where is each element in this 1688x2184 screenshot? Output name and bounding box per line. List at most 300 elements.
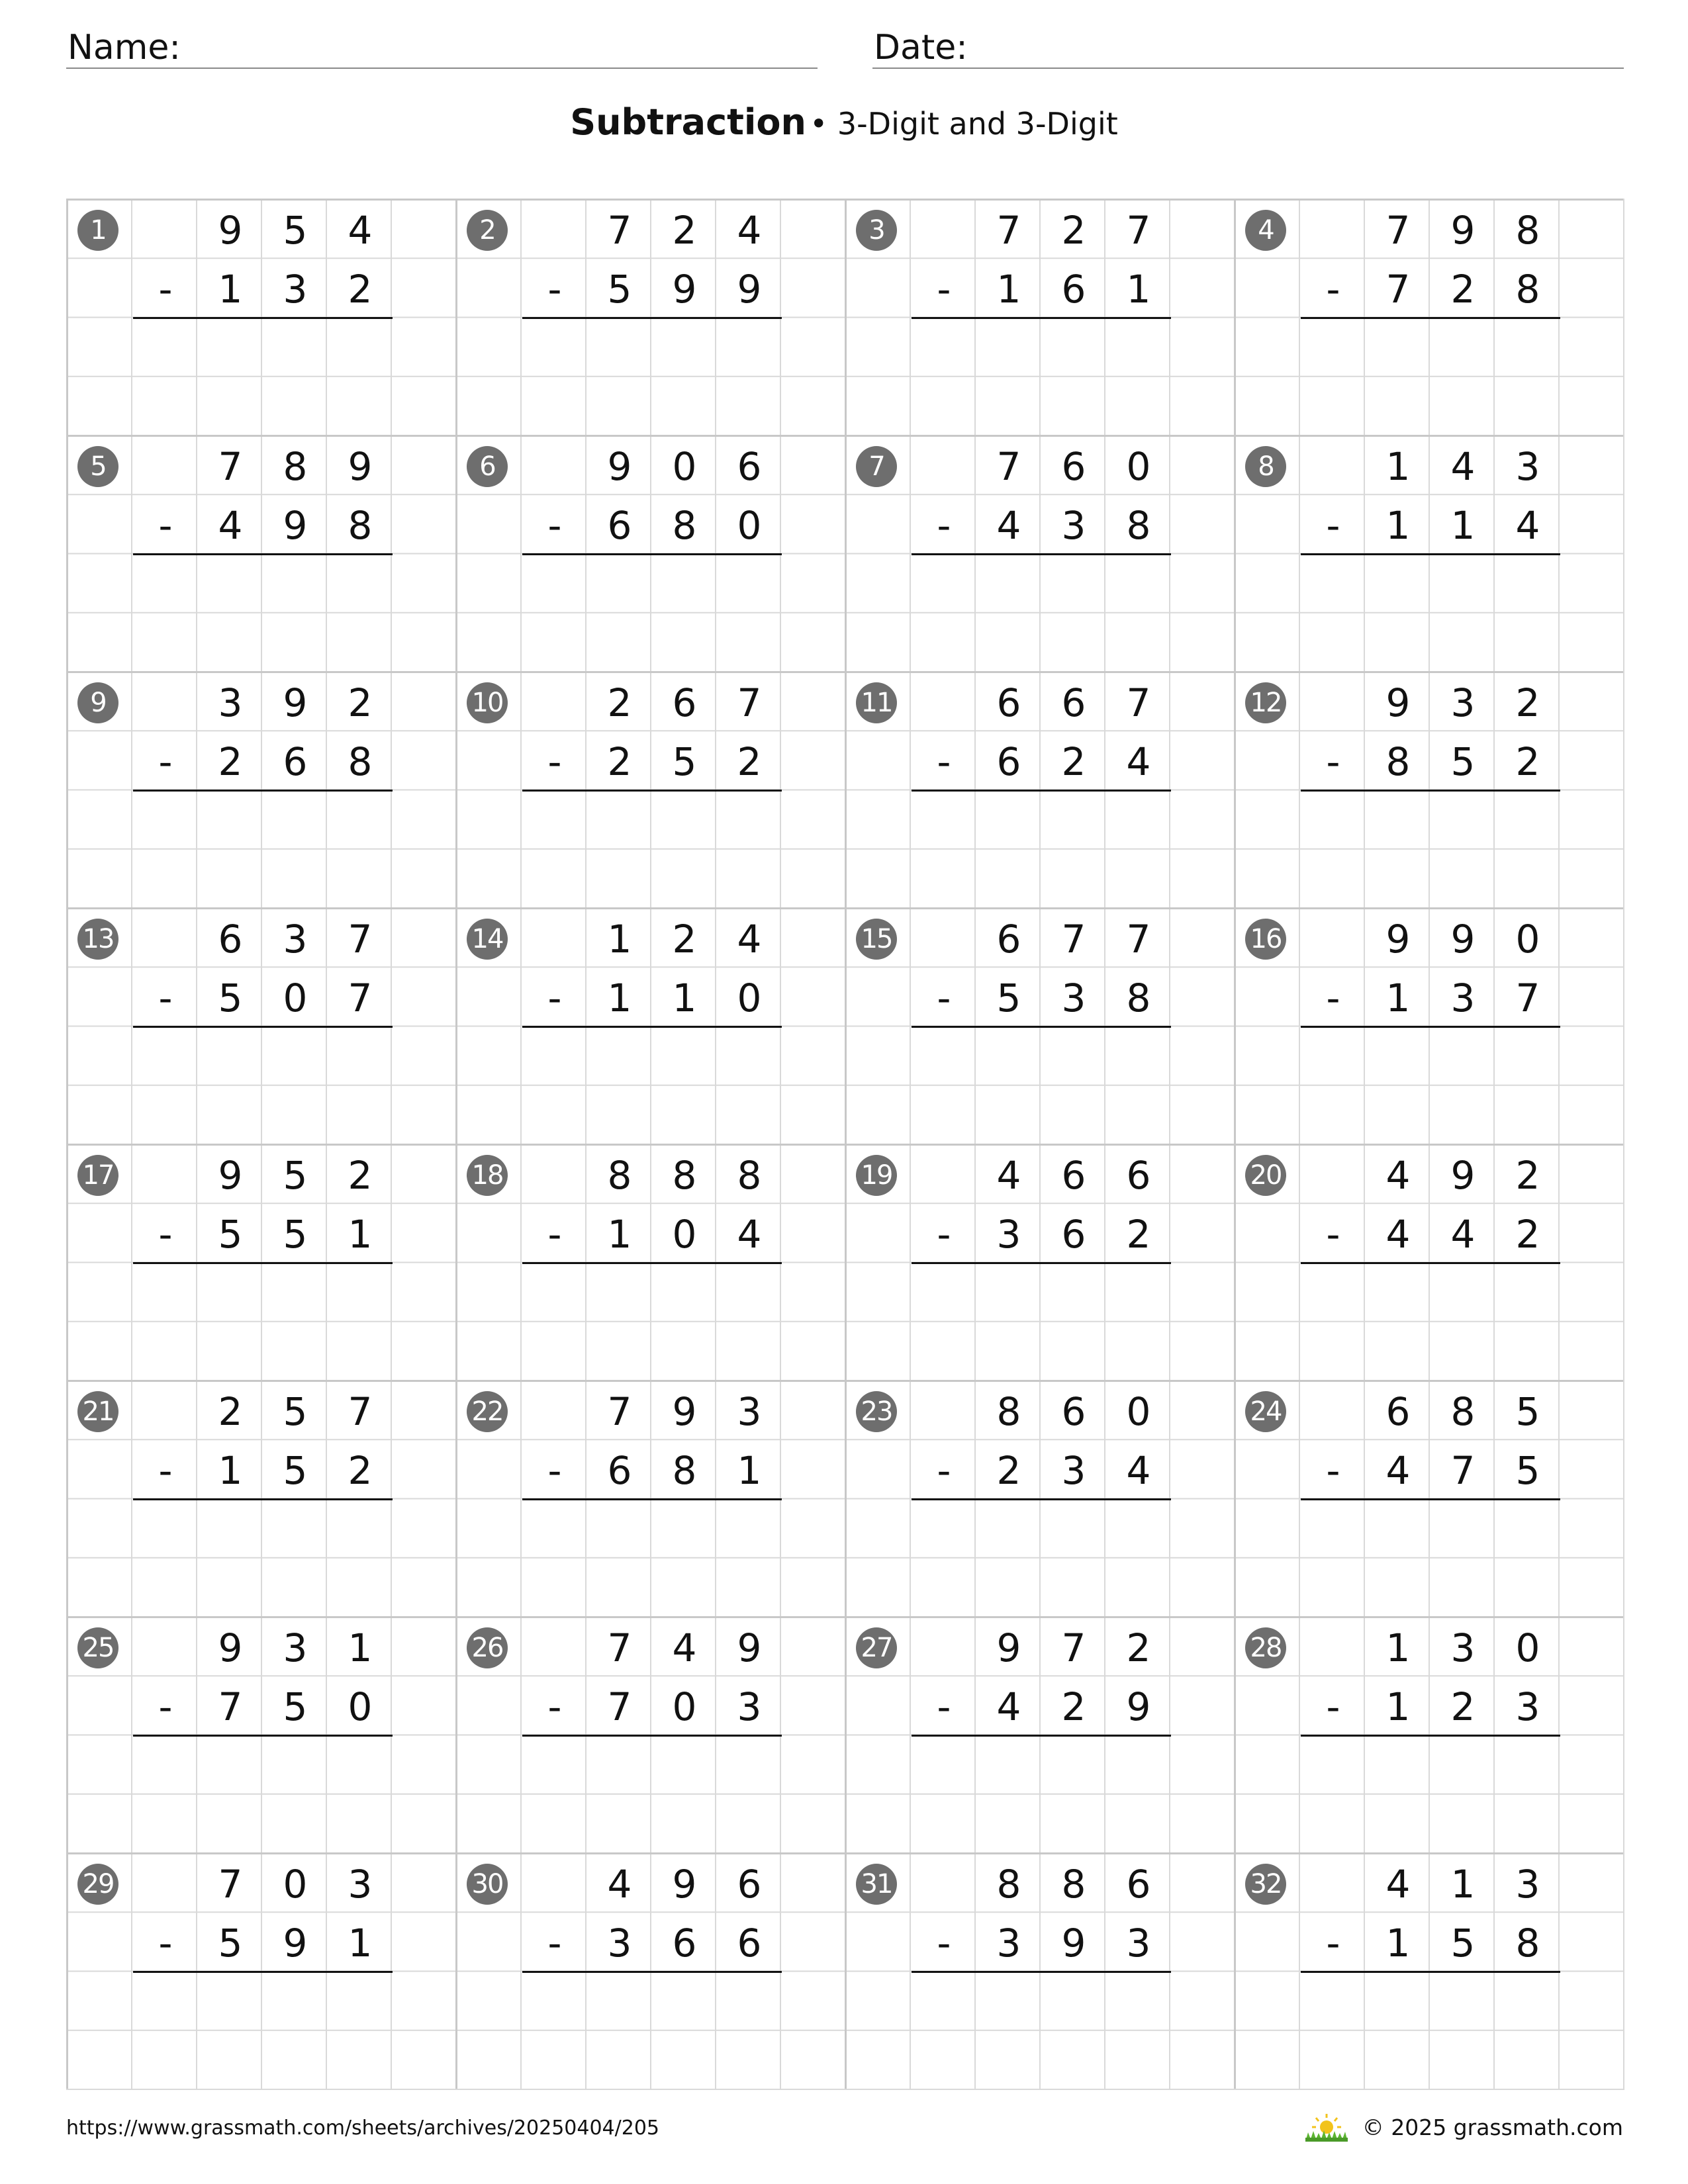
minus-sign: - bbox=[1326, 1684, 1340, 1729]
minuend-digit: 1 bbox=[1385, 1625, 1411, 1670]
minuend-digit: 9 bbox=[1450, 917, 1476, 962]
problem-block bbox=[66, 435, 455, 671]
subtrahend-digit: 4 bbox=[1126, 1448, 1151, 1493]
answer-line bbox=[133, 1026, 393, 1028]
subtrahend-digit: 1 bbox=[1450, 503, 1476, 548]
subtrahend-digit: 5 bbox=[218, 1212, 243, 1257]
minus-sign: - bbox=[547, 1684, 562, 1729]
problem-block bbox=[66, 671, 455, 907]
minuend-digit: 7 bbox=[348, 1389, 373, 1434]
answer-line bbox=[133, 1498, 393, 1500]
minus-sign: - bbox=[937, 976, 951, 1021]
date-label: Date: bbox=[874, 28, 968, 68]
minuend-digit: 4 bbox=[737, 208, 762, 253]
subtrahend-digit: 3 bbox=[283, 267, 308, 312]
subtrahend-digit: 7 bbox=[1515, 976, 1540, 1021]
answer-line bbox=[133, 1971, 393, 1973]
problem-grid bbox=[66, 199, 1624, 2090]
problem-number-badge: 25 bbox=[77, 1627, 118, 1668]
subtrahend-digit: 4 bbox=[996, 1684, 1021, 1729]
problem-number-badge: 2 bbox=[467, 210, 508, 251]
subtrahend-digit: 5 bbox=[283, 1212, 308, 1257]
subtrahend-digit: 1 bbox=[1385, 1921, 1411, 1966]
minuend-digit: 7 bbox=[737, 680, 762, 725]
subtrahend-digit: 5 bbox=[218, 976, 243, 1021]
subtrahend-digit: 5 bbox=[1450, 739, 1476, 784]
minuend-digit: 0 bbox=[1515, 1625, 1540, 1670]
problem-block bbox=[66, 907, 455, 1144]
subtrahend-digit: 9 bbox=[737, 267, 762, 312]
subtrahend-digit: 9 bbox=[283, 503, 308, 548]
minus-sign: - bbox=[547, 976, 562, 1021]
answer-line bbox=[133, 1262, 393, 1264]
problem-block bbox=[455, 907, 845, 1144]
subtrahend-digit: 0 bbox=[283, 976, 308, 1021]
minuend-digit: 8 bbox=[737, 1153, 762, 1198]
minuend-digit: 8 bbox=[283, 444, 308, 489]
answer-area[interactable] bbox=[912, 1028, 1171, 1141]
answer-line bbox=[1301, 1498, 1560, 1500]
answer-area[interactable] bbox=[912, 1737, 1171, 1850]
problem-block bbox=[66, 1144, 455, 1380]
minuend-digit: 4 bbox=[672, 1625, 697, 1670]
answer-area[interactable] bbox=[912, 1974, 1171, 2086]
subtrahend-digit: 0 bbox=[737, 503, 762, 548]
subtrahend-digit: 2 bbox=[348, 1448, 373, 1493]
subtrahend-digit: 8 bbox=[672, 1448, 697, 1493]
answer-line bbox=[522, 553, 782, 555]
subtrahend-digit: 2 bbox=[1450, 1684, 1476, 1729]
minus-sign: - bbox=[158, 503, 173, 548]
minus-sign: - bbox=[937, 1921, 951, 1966]
answer-line bbox=[912, 317, 1171, 319]
minuend-digit: 6 bbox=[1126, 1153, 1151, 1198]
problem-block bbox=[1234, 435, 1623, 671]
minuend-digit: 9 bbox=[283, 680, 308, 725]
subtrahend-digit: 8 bbox=[1515, 267, 1540, 312]
problem-block bbox=[1234, 907, 1623, 1144]
minuend-digit: 6 bbox=[672, 680, 697, 725]
subtrahend-digit: 3 bbox=[1061, 1448, 1086, 1493]
minuend-digit: 6 bbox=[737, 444, 762, 489]
subtrahend-digit: 5 bbox=[218, 1921, 243, 1966]
minuend-digit: 9 bbox=[218, 208, 243, 253]
minuend-digit: 2 bbox=[672, 917, 697, 962]
subtrahend-digit: 2 bbox=[1515, 1212, 1540, 1257]
subtrahend-digit: 9 bbox=[283, 1921, 308, 1966]
subtrahend-digit: 9 bbox=[1061, 1921, 1086, 1966]
problem-block bbox=[845, 1144, 1234, 1380]
minuend-digit: 3 bbox=[1450, 1625, 1476, 1670]
minus-sign: - bbox=[937, 503, 951, 548]
title-main: Subtraction bbox=[570, 101, 806, 143]
footer-url: https://www.grassmath.com/sheets/archives/20250404/205 bbox=[66, 2116, 660, 2140]
minuend-digit: 2 bbox=[1061, 208, 1086, 253]
problem-block bbox=[1234, 199, 1623, 435]
subtrahend-digit: 4 bbox=[1450, 1212, 1476, 1257]
minus-sign: - bbox=[547, 1448, 562, 1493]
minus-sign: - bbox=[158, 267, 173, 312]
minuend-digit: 9 bbox=[607, 444, 632, 489]
subtrahend-digit: 8 bbox=[348, 739, 373, 784]
subtrahend-digit: 2 bbox=[1061, 1684, 1086, 1729]
subtrahend-digit: 2 bbox=[996, 1448, 1021, 1493]
minuend-digit: 8 bbox=[1515, 208, 1540, 253]
subtrahend-digit: 7 bbox=[218, 1684, 243, 1729]
subtrahend-digit: 3 bbox=[1515, 1684, 1540, 1729]
answer-area[interactable] bbox=[912, 1501, 1171, 1614]
problem-block bbox=[455, 1144, 845, 1380]
answer-area[interactable] bbox=[1301, 320, 1560, 432]
problem-number-badge: 17 bbox=[77, 1155, 118, 1196]
answer-line bbox=[1301, 1262, 1560, 1264]
subtrahend-digit: 1 bbox=[1385, 503, 1411, 548]
subtrahend-digit: 1 bbox=[996, 267, 1021, 312]
problem-number-badge: 4 bbox=[1245, 210, 1286, 251]
minuend-digit: 2 bbox=[348, 680, 373, 725]
minuend-digit: 5 bbox=[283, 1389, 308, 1434]
minuend-digit: 6 bbox=[996, 680, 1021, 725]
subtrahend-digit: 0 bbox=[737, 976, 762, 1021]
answer-line bbox=[912, 1026, 1171, 1028]
problem-block bbox=[455, 671, 845, 907]
answer-area[interactable] bbox=[522, 1737, 782, 1850]
answer-area[interactable] bbox=[1301, 556, 1560, 668]
subtrahend-digit: 7 bbox=[1385, 267, 1411, 312]
subtrahend-digit: 4 bbox=[1126, 739, 1151, 784]
problem-number-badge: 22 bbox=[467, 1391, 508, 1432]
minuend-digit: 7 bbox=[1061, 1625, 1086, 1670]
answer-area[interactable] bbox=[522, 792, 782, 905]
answer-area[interactable] bbox=[1301, 1501, 1560, 1614]
subtrahend-digit: 2 bbox=[1061, 739, 1086, 784]
answer-area[interactable] bbox=[522, 1974, 782, 2086]
minuend-digit: 8 bbox=[672, 1153, 697, 1198]
problem-number-badge: 10 bbox=[467, 682, 508, 723]
problem-block bbox=[455, 435, 845, 671]
subtrahend-digit: 6 bbox=[672, 1921, 697, 1966]
subtrahend-digit: 8 bbox=[1126, 503, 1151, 548]
problem-number-badge: 1 bbox=[77, 210, 118, 251]
subtrahend-digit: 3 bbox=[996, 1212, 1021, 1257]
problem-number-badge: 26 bbox=[467, 1627, 508, 1668]
subtrahend-digit: 9 bbox=[1126, 1684, 1151, 1729]
subtrahend-digit: 4 bbox=[996, 503, 1021, 548]
minus-sign: - bbox=[547, 739, 562, 784]
subtrahend-digit: 6 bbox=[607, 503, 632, 548]
subtrahend-digit: 6 bbox=[1061, 267, 1086, 312]
minuend-digit: 6 bbox=[1061, 1389, 1086, 1434]
minuend-digit: 6 bbox=[737, 1862, 762, 1907]
minuend-digit: 3 bbox=[1515, 444, 1540, 489]
minuend-digit: 2 bbox=[607, 680, 632, 725]
answer-line bbox=[912, 790, 1171, 792]
subtrahend-digit: 1 bbox=[737, 1448, 762, 1493]
answer-area[interactable] bbox=[912, 556, 1171, 668]
problem-number-badge: 7 bbox=[856, 446, 897, 487]
minuend-digit: 9 bbox=[1385, 680, 1411, 725]
minus-sign: - bbox=[1326, 503, 1340, 548]
subtrahend-digit: 6 bbox=[1061, 1212, 1086, 1257]
problem-number-badge: 11 bbox=[856, 682, 897, 723]
minus-sign: - bbox=[1326, 1212, 1340, 1257]
subtrahend-digit: 4 bbox=[1515, 503, 1540, 548]
minuend-digit: 7 bbox=[607, 1625, 632, 1670]
minuend-digit: 7 bbox=[996, 208, 1021, 253]
minuend-digit: 9 bbox=[737, 1625, 762, 1670]
problem-block bbox=[66, 1852, 455, 2089]
minuend-digit: 9 bbox=[348, 444, 373, 489]
answer-area[interactable] bbox=[1301, 1265, 1560, 1377]
subtrahend-digit: 7 bbox=[348, 976, 373, 1021]
subtrahend-digit: 3 bbox=[1061, 976, 1086, 1021]
answer-area[interactable] bbox=[133, 1737, 393, 1850]
problem-number-badge: 14 bbox=[467, 919, 508, 960]
minuend-digit: 3 bbox=[218, 680, 243, 725]
title-subtitle: • 3-Digit and 3-Digit bbox=[810, 106, 1118, 142]
minuend-digit: 6 bbox=[218, 917, 243, 962]
minus-sign: - bbox=[158, 739, 173, 784]
subtrahend-digit: 3 bbox=[996, 1921, 1021, 1966]
minuend-digit: 9 bbox=[996, 1625, 1021, 1670]
problem-block bbox=[66, 199, 455, 435]
subtrahend-digit: 7 bbox=[1450, 1448, 1476, 1493]
answer-line bbox=[912, 1971, 1171, 1973]
minus-sign: - bbox=[158, 1212, 173, 1257]
answer-area[interactable] bbox=[912, 1265, 1171, 1377]
problem-number-badge: 27 bbox=[856, 1627, 897, 1668]
answer-area[interactable] bbox=[912, 792, 1171, 905]
answer-area[interactable] bbox=[522, 1028, 782, 1141]
answer-area[interactable] bbox=[1301, 1974, 1560, 2086]
minuend-digit: 7 bbox=[218, 1862, 243, 1907]
minus-sign: - bbox=[158, 1448, 173, 1493]
answer-line bbox=[522, 317, 782, 319]
problem-number-badge: 21 bbox=[77, 1391, 118, 1432]
answer-area[interactable] bbox=[522, 1501, 782, 1614]
minuend-digit: 0 bbox=[283, 1862, 308, 1907]
problem-number-badge: 19 bbox=[856, 1155, 897, 1196]
subtrahend-digit: 6 bbox=[607, 1448, 632, 1493]
subtrahend-digit: 3 bbox=[1061, 503, 1086, 548]
minuend-digit: 4 bbox=[996, 1153, 1021, 1198]
problem-block bbox=[845, 435, 1234, 671]
answer-line bbox=[133, 790, 393, 792]
answer-area[interactable] bbox=[133, 320, 393, 432]
name-label: Name: bbox=[68, 28, 181, 68]
minuend-digit: 5 bbox=[283, 1153, 308, 1198]
minuend-digit: 6 bbox=[1061, 680, 1086, 725]
subtrahend-digit: 7 bbox=[607, 1684, 632, 1729]
problem-number-badge: 6 bbox=[467, 446, 508, 487]
minuend-digit: 3 bbox=[737, 1389, 762, 1434]
problem-number-badge: 9 bbox=[77, 682, 118, 723]
minus-sign: - bbox=[937, 1448, 951, 1493]
footer-brand bbox=[1303, 2113, 1623, 2142]
minuend-digit: 2 bbox=[1515, 1153, 1540, 1198]
subtrahend-digit: 9 bbox=[672, 267, 697, 312]
problem-number-badge: 16 bbox=[1245, 919, 1286, 960]
answer-area[interactable] bbox=[133, 1265, 393, 1377]
subtrahend-digit: 6 bbox=[737, 1921, 762, 1966]
subtrahend-digit: 2 bbox=[607, 739, 632, 784]
minus-sign: - bbox=[937, 1684, 951, 1729]
minuend-digit: 3 bbox=[348, 1862, 373, 1907]
problem-number-badge: 3 bbox=[856, 210, 897, 251]
subtrahend-digit: 1 bbox=[1385, 976, 1411, 1021]
minuend-digit: 2 bbox=[348, 1153, 373, 1198]
problem-block bbox=[845, 1380, 1234, 1616]
minuend-digit: 8 bbox=[1061, 1862, 1086, 1907]
subtrahend-digit: 0 bbox=[348, 1684, 373, 1729]
subtrahend-digit: 8 bbox=[348, 503, 373, 548]
minuend-digit: 2 bbox=[672, 208, 697, 253]
answer-area[interactable] bbox=[133, 1501, 393, 1614]
answer-area[interactable] bbox=[133, 1028, 393, 1141]
answer-area[interactable] bbox=[522, 1265, 782, 1377]
answer-line bbox=[522, 1971, 782, 1973]
subtrahend-digit: 1 bbox=[1126, 267, 1151, 312]
answer-area[interactable] bbox=[133, 792, 393, 905]
problem-block bbox=[845, 671, 1234, 907]
minuend-digit: 7 bbox=[607, 208, 632, 253]
answer-area[interactable] bbox=[1301, 792, 1560, 905]
problem-number-badge: 8 bbox=[1245, 446, 1286, 487]
name-field[interactable] bbox=[66, 25, 818, 69]
minuend-digit: 6 bbox=[1061, 444, 1086, 489]
problem-number-badge: 28 bbox=[1245, 1627, 1286, 1668]
subtrahend-digit: 1 bbox=[672, 976, 697, 1021]
footer-copyright: © 2025 grassmath.com bbox=[1362, 2114, 1623, 2140]
subtrahend-digit: 1 bbox=[348, 1921, 373, 1966]
minus-sign: - bbox=[547, 1212, 562, 1257]
subtrahend-digit: 2 bbox=[1126, 1212, 1151, 1257]
problem-block bbox=[1234, 1616, 1623, 1852]
minus-sign: - bbox=[1326, 976, 1340, 1021]
minus-sign: - bbox=[547, 1921, 562, 1966]
minuend-digit: 7 bbox=[1061, 917, 1086, 962]
answer-area[interactable] bbox=[912, 320, 1171, 432]
answer-line bbox=[1301, 1971, 1560, 1973]
minuend-digit: 0 bbox=[672, 444, 697, 489]
minuend-digit: 8 bbox=[1450, 1389, 1476, 1434]
subtrahend-digit: 2 bbox=[348, 267, 373, 312]
answer-area[interactable] bbox=[1301, 1737, 1560, 1850]
minuend-digit: 2 bbox=[1126, 1625, 1151, 1670]
minuend-digit: 9 bbox=[1450, 1153, 1476, 1198]
minuend-digit: 7 bbox=[218, 444, 243, 489]
minus-sign: - bbox=[937, 267, 951, 312]
problem-number-badge: 23 bbox=[856, 1391, 897, 1432]
minus-sign: - bbox=[158, 976, 173, 1021]
minuend-digit: 7 bbox=[1126, 680, 1151, 725]
problem-block bbox=[66, 1616, 455, 1852]
answer-area[interactable] bbox=[133, 1974, 393, 2086]
answer-area[interactable] bbox=[1301, 1028, 1560, 1141]
minuend-digit: 8 bbox=[607, 1153, 632, 1198]
answer-line bbox=[522, 1735, 782, 1737]
minuend-digit: 0 bbox=[1126, 444, 1151, 489]
minuend-digit: 2 bbox=[1515, 680, 1540, 725]
subtrahend-digit: 5 bbox=[672, 739, 697, 784]
subtrahend-digit: 8 bbox=[1515, 1921, 1540, 1966]
subtrahend-digit: 6 bbox=[283, 739, 308, 784]
answer-line bbox=[912, 1262, 1171, 1264]
minus-sign: - bbox=[158, 1684, 173, 1729]
minuend-digit: 3 bbox=[1515, 1862, 1540, 1907]
minuend-digit: 9 bbox=[1385, 917, 1411, 962]
answer-line bbox=[912, 1735, 1171, 1737]
answer-line bbox=[133, 317, 393, 319]
subtrahend-digit: 2 bbox=[1450, 267, 1476, 312]
answer-area[interactable] bbox=[133, 556, 393, 668]
problem-block bbox=[455, 1852, 845, 2089]
minuend-digit: 7 bbox=[348, 917, 373, 962]
problem-block bbox=[455, 1380, 845, 1616]
problem-number-badge: 12 bbox=[1245, 682, 1286, 723]
subtrahend-digit: 5 bbox=[607, 267, 632, 312]
answer-area[interactable] bbox=[522, 320, 782, 432]
subtrahend-digit: 4 bbox=[1385, 1212, 1411, 1257]
problem-block bbox=[1234, 1144, 1623, 1380]
answer-line bbox=[1301, 790, 1560, 792]
minuend-digit: 6 bbox=[1061, 1153, 1086, 1198]
answer-line bbox=[912, 553, 1171, 555]
minuend-digit: 7 bbox=[1385, 208, 1411, 253]
subtrahend-digit: 5 bbox=[283, 1684, 308, 1729]
subtrahend-digit: 0 bbox=[672, 1684, 697, 1729]
minuend-digit: 9 bbox=[1450, 208, 1476, 253]
minuend-digit: 9 bbox=[672, 1862, 697, 1907]
subtrahend-digit: 3 bbox=[607, 1921, 632, 1966]
problem-block bbox=[1234, 1852, 1623, 2089]
problem-block bbox=[455, 199, 845, 435]
problem-number-badge: 24 bbox=[1245, 1391, 1286, 1432]
subtrahend-digit: 1 bbox=[1385, 1684, 1411, 1729]
minuend-digit: 4 bbox=[737, 917, 762, 962]
minuend-digit: 4 bbox=[1450, 444, 1476, 489]
subtrahend-digit: 4 bbox=[218, 503, 243, 548]
answer-area[interactable] bbox=[522, 556, 782, 668]
subtrahend-digit: 1 bbox=[348, 1212, 373, 1257]
minuend-digit: 5 bbox=[283, 208, 308, 253]
minus-sign: - bbox=[547, 267, 562, 312]
subtrahend-digit: 4 bbox=[1385, 1448, 1411, 1493]
minuend-digit: 9 bbox=[218, 1625, 243, 1670]
subtrahend-digit: 5 bbox=[1515, 1448, 1540, 1493]
answer-line bbox=[133, 553, 393, 555]
minuend-digit: 0 bbox=[1126, 1389, 1151, 1434]
minuend-digit: 0 bbox=[1515, 917, 1540, 962]
subtrahend-digit: 1 bbox=[218, 1448, 243, 1493]
grass-sun-logo-icon bbox=[1303, 2113, 1350, 2142]
answer-line bbox=[522, 1262, 782, 1264]
subtrahend-digit: 2 bbox=[218, 739, 243, 784]
subtrahend-digit: 8 bbox=[1385, 739, 1411, 784]
date-field[interactable] bbox=[872, 25, 1624, 69]
minuend-digit: 7 bbox=[1126, 917, 1151, 962]
answer-line bbox=[1301, 317, 1560, 319]
minus-sign: - bbox=[1326, 739, 1340, 784]
subtrahend-digit: 8 bbox=[672, 503, 697, 548]
answer-line bbox=[1301, 1026, 1560, 1028]
minus-sign: - bbox=[158, 1921, 173, 1966]
problem-block bbox=[1234, 1380, 1623, 1616]
problem-number-badge: 15 bbox=[856, 919, 897, 960]
minuend-digit: 5 bbox=[1515, 1389, 1540, 1434]
problem-number-badge: 18 bbox=[467, 1155, 508, 1196]
worksheet-title bbox=[0, 101, 1688, 143]
